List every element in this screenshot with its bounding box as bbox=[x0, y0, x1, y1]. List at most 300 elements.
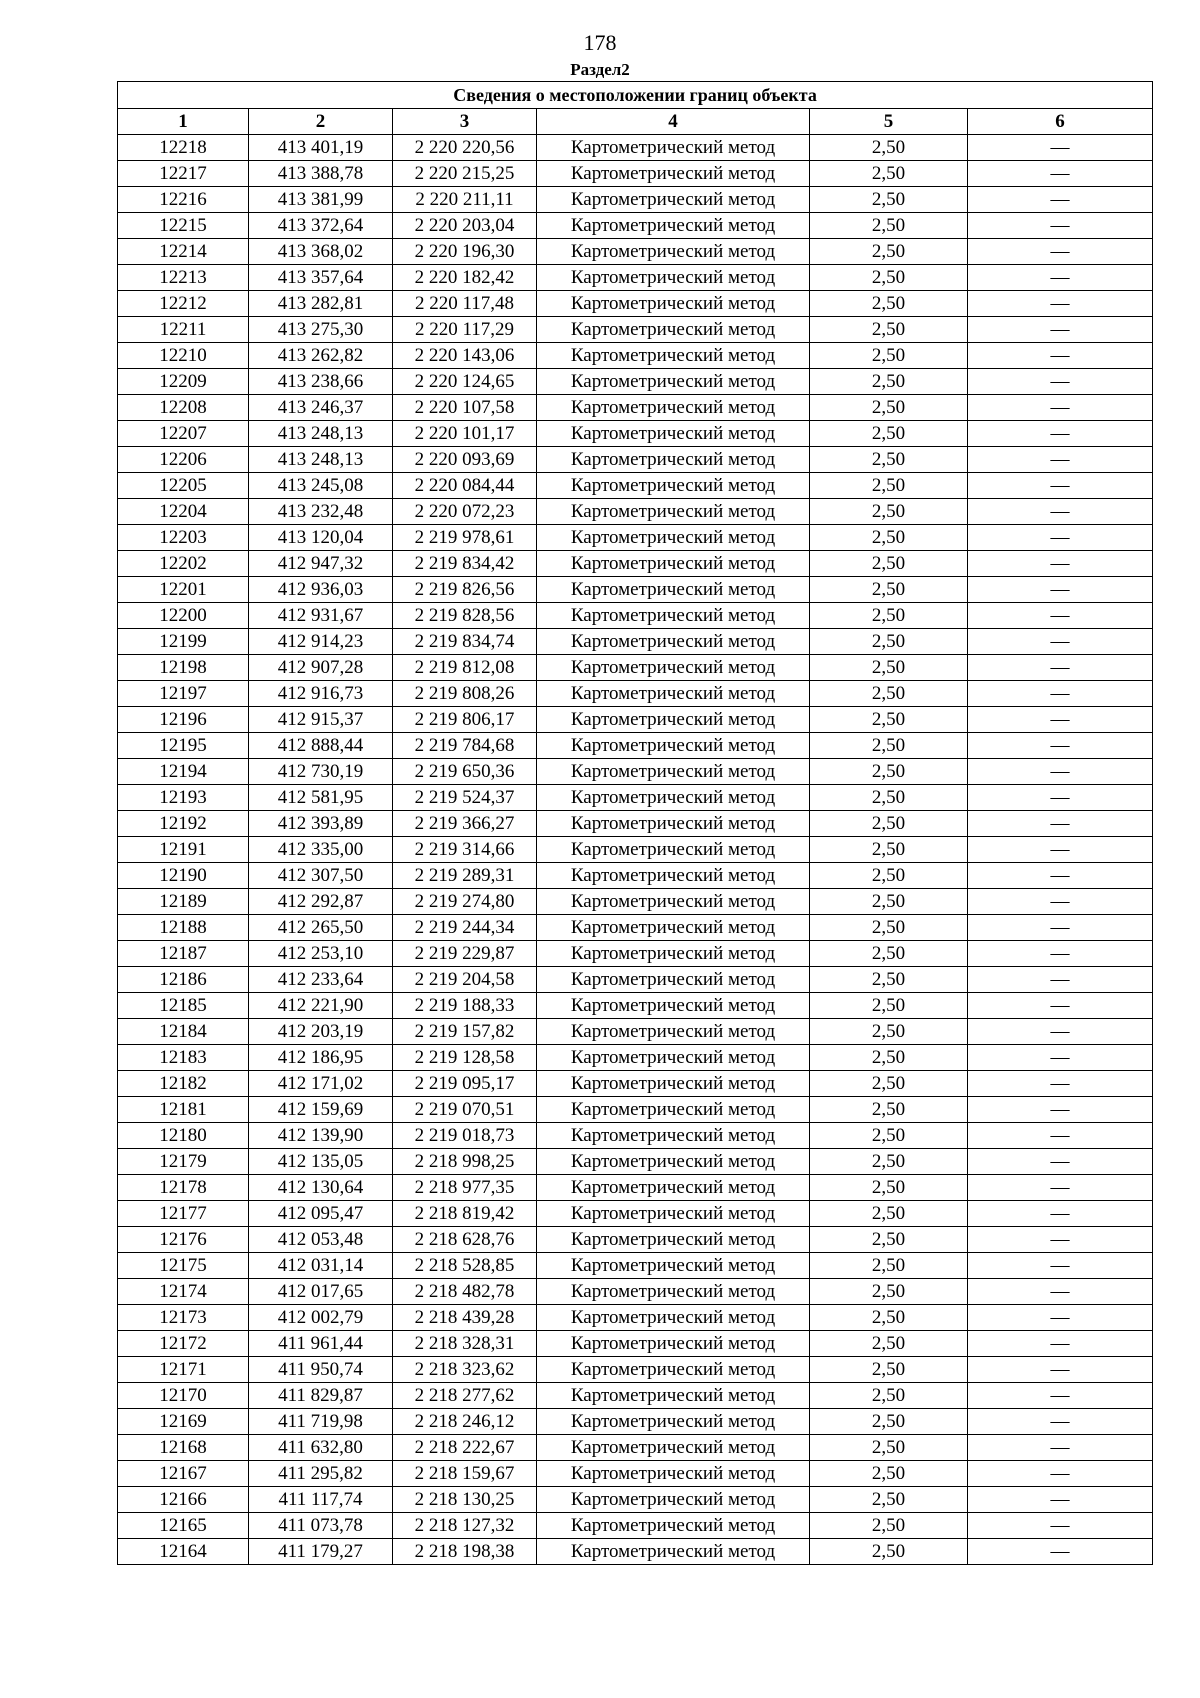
y-coordinate-cell: 2 219 244,34 bbox=[393, 915, 537, 941]
point-number-cell: 12206 bbox=[118, 447, 249, 473]
y-coordinate-cell: 2 218 277,62 bbox=[393, 1383, 537, 1409]
method-cell: Картометрический метод bbox=[537, 1227, 810, 1253]
point-number-cell: 12190 bbox=[118, 863, 249, 889]
x-coordinate-cell: 413 238,66 bbox=[249, 369, 393, 395]
accuracy-cell: 2,50 bbox=[810, 161, 968, 187]
x-coordinate-cell: 412 130,64 bbox=[249, 1175, 393, 1201]
y-coordinate-cell: 2 219 806,17 bbox=[393, 707, 537, 733]
table-row bbox=[118, 967, 1153, 993]
x-coordinate-cell: 413 246,37 bbox=[249, 395, 393, 421]
method-cell: Картометрический метод bbox=[537, 291, 810, 317]
point-number-cell: 12169 bbox=[118, 1409, 249, 1435]
point-number-cell: 12184 bbox=[118, 1019, 249, 1045]
y-coordinate-cell: 2 218 977,35 bbox=[393, 1175, 537, 1201]
y-coordinate-cell: 2 220 196,30 bbox=[393, 239, 537, 265]
y-coordinate-cell: 2 219 828,56 bbox=[393, 603, 537, 629]
point-number-cell: 12171 bbox=[118, 1357, 249, 1383]
table-row bbox=[118, 1123, 1153, 1149]
x-coordinate-cell: 412 581,95 bbox=[249, 785, 393, 811]
note-cell: — bbox=[968, 1279, 1153, 1305]
note-cell: — bbox=[968, 1305, 1153, 1331]
table-row bbox=[118, 421, 1153, 447]
note-cell: — bbox=[968, 1097, 1153, 1123]
note-cell: — bbox=[968, 1201, 1153, 1227]
method-cell: Картометрический метод bbox=[537, 1097, 810, 1123]
x-coordinate-cell: 411 117,74 bbox=[249, 1487, 393, 1513]
x-coordinate-cell: 412 203,19 bbox=[249, 1019, 393, 1045]
method-cell: Картометрический метод bbox=[537, 1175, 810, 1201]
y-coordinate-cell: 2 219 812,08 bbox=[393, 655, 537, 681]
method-cell: Картометрический метод bbox=[537, 967, 810, 993]
note-cell: — bbox=[968, 577, 1153, 603]
x-coordinate-cell: 411 719,98 bbox=[249, 1409, 393, 1435]
point-number-cell: 12176 bbox=[118, 1227, 249, 1253]
method-cell: Картометрический метод bbox=[537, 811, 810, 837]
accuracy-cell: 2,50 bbox=[810, 239, 968, 265]
table-row bbox=[118, 187, 1153, 213]
accuracy-cell: 2,50 bbox=[810, 1123, 968, 1149]
note-cell: — bbox=[968, 967, 1153, 993]
note-cell: — bbox=[968, 655, 1153, 681]
x-coordinate-cell: 413 357,64 bbox=[249, 265, 393, 291]
accuracy-cell: 2,50 bbox=[810, 603, 968, 629]
note-cell: — bbox=[968, 1409, 1153, 1435]
x-coordinate-cell: 411 829,87 bbox=[249, 1383, 393, 1409]
point-number-cell: 12188 bbox=[118, 915, 249, 941]
method-cell: Картометрический метод bbox=[537, 239, 810, 265]
method-cell: Картометрический метод bbox=[537, 1071, 810, 1097]
method-cell: Картометрический метод bbox=[537, 1331, 810, 1357]
method-cell: Картометрический метод bbox=[537, 889, 810, 915]
x-coordinate-cell: 412 888,44 bbox=[249, 733, 393, 759]
accuracy-cell: 2,50 bbox=[810, 1539, 968, 1565]
point-number-cell: 12183 bbox=[118, 1045, 249, 1071]
table-row bbox=[118, 135, 1153, 161]
y-coordinate-cell: 2 220 124,65 bbox=[393, 369, 537, 395]
table-row bbox=[118, 395, 1153, 421]
table-row bbox=[118, 265, 1153, 291]
y-coordinate-cell: 2 219 834,74 bbox=[393, 629, 537, 655]
y-coordinate-cell: 2 218 439,28 bbox=[393, 1305, 537, 1331]
point-number-cell: 12168 bbox=[118, 1435, 249, 1461]
x-coordinate-cell: 411 950,74 bbox=[249, 1357, 393, 1383]
table-row bbox=[118, 213, 1153, 239]
point-number-cell: 12216 bbox=[118, 187, 249, 213]
accuracy-cell: 2,50 bbox=[810, 1331, 968, 1357]
table-row bbox=[118, 759, 1153, 785]
x-coordinate-cell: 412 265,50 bbox=[249, 915, 393, 941]
x-coordinate-cell: 412 914,23 bbox=[249, 629, 393, 655]
y-coordinate-cell: 2 219 314,66 bbox=[393, 837, 537, 863]
x-coordinate-cell: 413 282,81 bbox=[249, 291, 393, 317]
method-cell: Картометрический метод bbox=[537, 707, 810, 733]
x-coordinate-cell: 412 159,69 bbox=[249, 1097, 393, 1123]
method-cell: Картометрический метод bbox=[537, 1305, 810, 1331]
point-number-cell: 12210 bbox=[118, 343, 249, 369]
note-cell: — bbox=[968, 1383, 1153, 1409]
table-row bbox=[118, 1435, 1153, 1461]
y-coordinate-cell: 2 219 650,36 bbox=[393, 759, 537, 785]
accuracy-cell: 2,50 bbox=[810, 915, 968, 941]
accuracy-cell: 2,50 bbox=[810, 681, 968, 707]
method-cell: Картометрический метод bbox=[537, 1019, 810, 1045]
x-coordinate-cell: 412 947,32 bbox=[249, 551, 393, 577]
table-caption: Сведения о местоположении границ объекта bbox=[118, 82, 1153, 109]
note-cell: — bbox=[968, 213, 1153, 239]
y-coordinate-cell: 2 218 482,78 bbox=[393, 1279, 537, 1305]
table-row bbox=[118, 525, 1153, 551]
accuracy-cell: 2,50 bbox=[810, 395, 968, 421]
accuracy-cell: 2,50 bbox=[810, 993, 968, 1019]
point-number-cell: 12204 bbox=[118, 499, 249, 525]
method-cell: Картометрический метод bbox=[537, 525, 810, 551]
x-coordinate-cell: 412 233,64 bbox=[249, 967, 393, 993]
accuracy-cell: 2,50 bbox=[810, 343, 968, 369]
point-number-cell: 12211 bbox=[118, 317, 249, 343]
point-number-cell: 12174 bbox=[118, 1279, 249, 1305]
point-number-cell: 12189 bbox=[118, 889, 249, 915]
method-cell: Картометрический метод bbox=[537, 499, 810, 525]
note-cell: — bbox=[968, 941, 1153, 967]
x-coordinate-cell: 412 393,89 bbox=[249, 811, 393, 837]
accuracy-cell: 2,50 bbox=[810, 265, 968, 291]
y-coordinate-cell: 2 218 198,38 bbox=[393, 1539, 537, 1565]
method-cell: Картометрический метод bbox=[537, 1513, 810, 1539]
accuracy-cell: 2,50 bbox=[810, 1019, 968, 1045]
x-coordinate-cell: 412 936,03 bbox=[249, 577, 393, 603]
accuracy-cell: 2,50 bbox=[810, 499, 968, 525]
note-cell: — bbox=[968, 499, 1153, 525]
method-cell: Картометрический метод bbox=[537, 447, 810, 473]
y-coordinate-cell: 2 220 101,17 bbox=[393, 421, 537, 447]
note-cell: — bbox=[968, 1175, 1153, 1201]
note-cell: — bbox=[968, 1487, 1153, 1513]
note-cell: — bbox=[968, 421, 1153, 447]
note-cell: — bbox=[968, 1331, 1153, 1357]
point-number-cell: 12196 bbox=[118, 707, 249, 733]
table-row bbox=[118, 993, 1153, 1019]
point-number-cell: 12181 bbox=[118, 1097, 249, 1123]
column-number-row bbox=[118, 109, 1153, 135]
table-row bbox=[118, 1461, 1153, 1487]
accuracy-cell: 2,50 bbox=[810, 213, 968, 239]
y-coordinate-cell: 2 219 229,87 bbox=[393, 941, 537, 967]
point-number-cell: 12178 bbox=[118, 1175, 249, 1201]
accuracy-cell: 2,50 bbox=[810, 187, 968, 213]
accuracy-cell: 2,50 bbox=[810, 1279, 968, 1305]
table-row bbox=[118, 1045, 1153, 1071]
method-cell: Картометрический метод bbox=[537, 603, 810, 629]
method-cell: Картометрический метод bbox=[537, 785, 810, 811]
y-coordinate-cell: 2 219 524,37 bbox=[393, 785, 537, 811]
note-cell: — bbox=[968, 733, 1153, 759]
note-cell: — bbox=[968, 603, 1153, 629]
note-cell: — bbox=[968, 395, 1153, 421]
point-number-cell: 12167 bbox=[118, 1461, 249, 1487]
accuracy-cell: 2,50 bbox=[810, 291, 968, 317]
note-cell: — bbox=[968, 1461, 1153, 1487]
note-cell: — bbox=[968, 1045, 1153, 1071]
point-number-cell: 12170 bbox=[118, 1383, 249, 1409]
y-coordinate-cell: 2 220 182,42 bbox=[393, 265, 537, 291]
accuracy-cell: 2,50 bbox=[810, 1305, 968, 1331]
y-coordinate-cell: 2 218 222,67 bbox=[393, 1435, 537, 1461]
point-number-cell: 12166 bbox=[118, 1487, 249, 1513]
y-coordinate-cell: 2 219 289,31 bbox=[393, 863, 537, 889]
note-cell: — bbox=[968, 1019, 1153, 1045]
y-coordinate-cell: 2 220 084,44 bbox=[393, 473, 537, 499]
x-coordinate-cell: 413 275,30 bbox=[249, 317, 393, 343]
point-number-cell: 12199 bbox=[118, 629, 249, 655]
x-coordinate-cell: 413 388,78 bbox=[249, 161, 393, 187]
point-number-cell: 12172 bbox=[118, 1331, 249, 1357]
accuracy-cell: 2,50 bbox=[810, 1149, 968, 1175]
table-row bbox=[118, 733, 1153, 759]
note-cell: — bbox=[968, 1435, 1153, 1461]
y-coordinate-cell: 2 220 215,25 bbox=[393, 161, 537, 187]
method-cell: Картометрический метод bbox=[537, 317, 810, 343]
point-number-cell: 12195 bbox=[118, 733, 249, 759]
x-coordinate-cell: 412 095,47 bbox=[249, 1201, 393, 1227]
y-coordinate-cell: 2 220 143,06 bbox=[393, 343, 537, 369]
method-cell: Картометрический метод bbox=[537, 993, 810, 1019]
accuracy-cell: 2,50 bbox=[810, 1383, 968, 1409]
accuracy-cell: 2,50 bbox=[810, 1097, 968, 1123]
note-cell: — bbox=[968, 889, 1153, 915]
y-coordinate-cell: 2 218 328,31 bbox=[393, 1331, 537, 1357]
method-cell: Картометрический метод bbox=[537, 1383, 810, 1409]
y-coordinate-cell: 2 219 070,51 bbox=[393, 1097, 537, 1123]
table-row bbox=[118, 1279, 1153, 1305]
accuracy-cell: 2,50 bbox=[810, 421, 968, 447]
method-cell: Картометрический метод bbox=[537, 1357, 810, 1383]
x-coordinate-cell: 412 335,00 bbox=[249, 837, 393, 863]
note-cell: — bbox=[968, 369, 1153, 395]
point-number-cell: 12180 bbox=[118, 1123, 249, 1149]
point-number-cell: 12212 bbox=[118, 291, 249, 317]
table-row bbox=[118, 915, 1153, 941]
y-coordinate-cell: 2 218 819,42 bbox=[393, 1201, 537, 1227]
point-number-cell: 12205 bbox=[118, 473, 249, 499]
table-row bbox=[118, 1227, 1153, 1253]
table-caption-row bbox=[118, 82, 1153, 109]
table-row bbox=[118, 161, 1153, 187]
accuracy-cell: 2,50 bbox=[810, 837, 968, 863]
note-cell: — bbox=[968, 759, 1153, 785]
note-cell: — bbox=[968, 317, 1153, 343]
x-coordinate-cell: 413 248,13 bbox=[249, 421, 393, 447]
accuracy-cell: 2,50 bbox=[810, 629, 968, 655]
note-cell: — bbox=[968, 1253, 1153, 1279]
method-cell: Картометрический метод bbox=[537, 1279, 810, 1305]
table-row bbox=[118, 499, 1153, 525]
x-coordinate-cell: 413 381,99 bbox=[249, 187, 393, 213]
y-coordinate-cell: 2 220 093,69 bbox=[393, 447, 537, 473]
accuracy-cell: 2,50 bbox=[810, 967, 968, 993]
accuracy-cell: 2,50 bbox=[810, 655, 968, 681]
method-cell: Картометрический метод bbox=[537, 1045, 810, 1071]
table-row bbox=[118, 1539, 1153, 1565]
y-coordinate-cell: 2 220 203,04 bbox=[393, 213, 537, 239]
x-coordinate-cell: 412 907,28 bbox=[249, 655, 393, 681]
accuracy-cell: 2,50 bbox=[810, 1227, 968, 1253]
column-number-2: 2 bbox=[249, 109, 393, 135]
note-cell: — bbox=[968, 707, 1153, 733]
note-cell: — bbox=[968, 135, 1153, 161]
table-row bbox=[118, 317, 1153, 343]
method-cell: Картометрический метод bbox=[537, 135, 810, 161]
method-cell: Картометрический метод bbox=[537, 759, 810, 785]
x-coordinate-cell: 413 232,48 bbox=[249, 499, 393, 525]
point-number-cell: 12209 bbox=[118, 369, 249, 395]
method-cell: Картометрический метод bbox=[537, 343, 810, 369]
point-number-cell: 12177 bbox=[118, 1201, 249, 1227]
method-cell: Картометрический метод bbox=[537, 265, 810, 291]
method-cell: Картометрический метод bbox=[537, 577, 810, 603]
point-number-cell: 12202 bbox=[118, 551, 249, 577]
accuracy-cell: 2,50 bbox=[810, 863, 968, 889]
accuracy-cell: 2,50 bbox=[810, 1201, 968, 1227]
note-cell: — bbox=[968, 1227, 1153, 1253]
table-row bbox=[118, 889, 1153, 915]
accuracy-cell: 2,50 bbox=[810, 1513, 968, 1539]
x-coordinate-cell: 412 307,50 bbox=[249, 863, 393, 889]
x-coordinate-cell: 413 245,08 bbox=[249, 473, 393, 499]
table-row bbox=[118, 1149, 1153, 1175]
accuracy-cell: 2,50 bbox=[810, 1487, 968, 1513]
accuracy-cell: 2,50 bbox=[810, 1357, 968, 1383]
x-coordinate-cell: 412 292,87 bbox=[249, 889, 393, 915]
point-number-cell: 12182 bbox=[118, 1071, 249, 1097]
point-number-cell: 12207 bbox=[118, 421, 249, 447]
point-number-cell: 12215 bbox=[118, 213, 249, 239]
method-cell: Картометрический метод bbox=[537, 1539, 810, 1565]
table-row bbox=[118, 1097, 1153, 1123]
note-cell: — bbox=[968, 1123, 1153, 1149]
y-coordinate-cell: 2 219 204,58 bbox=[393, 967, 537, 993]
method-cell: Картометрический метод bbox=[537, 863, 810, 889]
boundary-coordinates-table bbox=[117, 81, 1153, 1565]
x-coordinate-cell: 411 295,82 bbox=[249, 1461, 393, 1487]
y-coordinate-cell: 2 219 157,82 bbox=[393, 1019, 537, 1045]
column-number-3: 3 bbox=[393, 109, 537, 135]
x-coordinate-cell: 412 931,67 bbox=[249, 603, 393, 629]
y-coordinate-cell: 2 220 220,56 bbox=[393, 135, 537, 161]
note-cell: — bbox=[968, 291, 1153, 317]
note-cell: — bbox=[968, 447, 1153, 473]
method-cell: Картометрический метод bbox=[537, 161, 810, 187]
x-coordinate-cell: 412 221,90 bbox=[249, 993, 393, 1019]
note-cell: — bbox=[968, 239, 1153, 265]
note-cell: — bbox=[968, 1539, 1153, 1565]
x-coordinate-cell: 412 171,02 bbox=[249, 1071, 393, 1097]
y-coordinate-cell: 2 218 130,25 bbox=[393, 1487, 537, 1513]
point-number-cell: 12201 bbox=[118, 577, 249, 603]
note-cell: — bbox=[968, 837, 1153, 863]
accuracy-cell: 2,50 bbox=[810, 1435, 968, 1461]
y-coordinate-cell: 2 220 072,23 bbox=[393, 499, 537, 525]
accuracy-cell: 2,50 bbox=[810, 707, 968, 733]
method-cell: Картометрический метод bbox=[537, 421, 810, 447]
point-number-cell: 12208 bbox=[118, 395, 249, 421]
y-coordinate-cell: 2 220 117,29 bbox=[393, 317, 537, 343]
table-row bbox=[118, 447, 1153, 473]
x-coordinate-cell: 412 135,05 bbox=[249, 1149, 393, 1175]
page-number: 178 bbox=[583, 30, 617, 55]
method-cell: Картометрический метод bbox=[537, 629, 810, 655]
method-cell: Картометрический метод bbox=[537, 551, 810, 577]
x-coordinate-cell: 412 915,37 bbox=[249, 707, 393, 733]
note-cell: — bbox=[968, 1513, 1153, 1539]
table-row bbox=[118, 291, 1153, 317]
table-row bbox=[118, 369, 1153, 395]
method-cell: Картометрический метод bbox=[537, 941, 810, 967]
y-coordinate-cell: 2 219 834,42 bbox=[393, 551, 537, 577]
point-number-cell: 12213 bbox=[118, 265, 249, 291]
accuracy-cell: 2,50 bbox=[810, 317, 968, 343]
table-row bbox=[118, 629, 1153, 655]
table-row bbox=[118, 239, 1153, 265]
table-row bbox=[118, 1487, 1153, 1513]
note-cell: — bbox=[968, 1149, 1153, 1175]
y-coordinate-cell: 2 218 246,12 bbox=[393, 1409, 537, 1435]
y-coordinate-cell: 2 219 366,27 bbox=[393, 811, 537, 837]
x-coordinate-cell: 412 916,73 bbox=[249, 681, 393, 707]
table-row bbox=[118, 1175, 1153, 1201]
x-coordinate-cell: 412 730,19 bbox=[249, 759, 393, 785]
accuracy-cell: 2,50 bbox=[810, 1409, 968, 1435]
point-number-cell: 12179 bbox=[118, 1149, 249, 1175]
accuracy-cell: 2,50 bbox=[810, 1045, 968, 1071]
table-row bbox=[118, 1071, 1153, 1097]
method-cell: Картометрический метод bbox=[537, 1149, 810, 1175]
column-number-1: 1 bbox=[118, 109, 249, 135]
point-number-cell: 12165 bbox=[118, 1513, 249, 1539]
accuracy-cell: 2,50 bbox=[810, 733, 968, 759]
method-cell: Картометрический метод bbox=[537, 395, 810, 421]
accuracy-cell: 2,50 bbox=[810, 577, 968, 603]
table-row bbox=[118, 655, 1153, 681]
note-cell: — bbox=[968, 863, 1153, 889]
point-number-cell: 12175 bbox=[118, 1253, 249, 1279]
y-coordinate-cell: 2 218 628,76 bbox=[393, 1227, 537, 1253]
method-cell: Картометрический метод bbox=[537, 187, 810, 213]
x-coordinate-cell: 412 253,10 bbox=[249, 941, 393, 967]
column-number-4: 4 bbox=[537, 109, 810, 135]
accuracy-cell: 2,50 bbox=[810, 551, 968, 577]
x-coordinate-cell: 413 372,64 bbox=[249, 213, 393, 239]
point-number-cell: 12164 bbox=[118, 1539, 249, 1565]
point-number-cell: 12193 bbox=[118, 785, 249, 811]
y-coordinate-cell: 2 220 211,11 bbox=[393, 187, 537, 213]
x-coordinate-cell: 412 053,48 bbox=[249, 1227, 393, 1253]
accuracy-cell: 2,50 bbox=[810, 1461, 968, 1487]
accuracy-cell: 2,50 bbox=[810, 811, 968, 837]
note-cell: — bbox=[968, 551, 1153, 577]
y-coordinate-cell: 2 219 826,56 bbox=[393, 577, 537, 603]
method-cell: Картометрический метод bbox=[537, 915, 810, 941]
point-number-cell: 12198 bbox=[118, 655, 249, 681]
method-cell: Картометрический метод bbox=[537, 1487, 810, 1513]
table-row bbox=[118, 577, 1153, 603]
accuracy-cell: 2,50 bbox=[810, 525, 968, 551]
table-row bbox=[118, 343, 1153, 369]
point-number-cell: 12186 bbox=[118, 967, 249, 993]
table-row bbox=[118, 837, 1153, 863]
method-cell: Картометрический метод bbox=[537, 473, 810, 499]
table-row bbox=[118, 1019, 1153, 1045]
method-cell: Картометрический метод bbox=[537, 1123, 810, 1149]
